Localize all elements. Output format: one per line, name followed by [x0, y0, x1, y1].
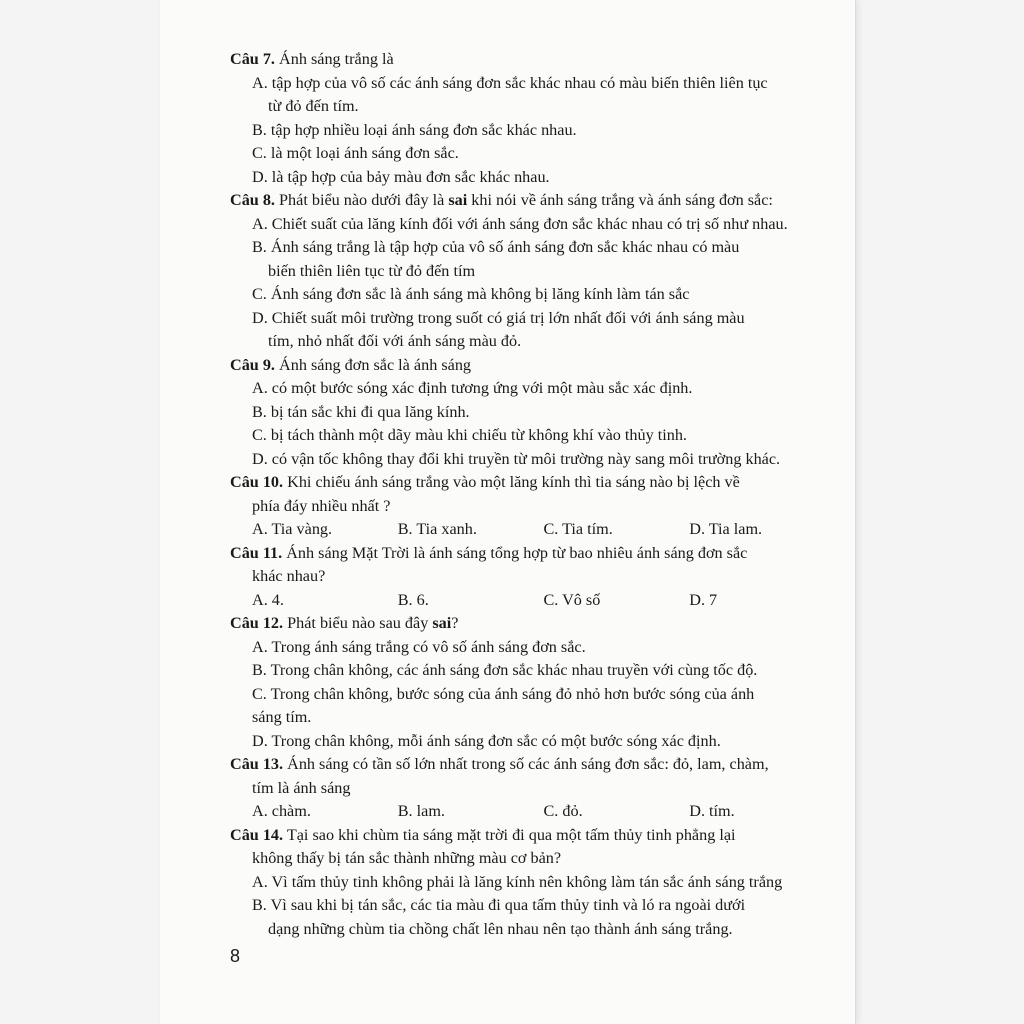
- question-7: [230, 48, 835, 189]
- question-emphasis: sai: [448, 191, 468, 209]
- question-text: Phát biểu nào sau đây: [287, 614, 429, 632]
- question-text: Ánh sáng đơn sắc là ánh sáng: [279, 355, 472, 374]
- question-14: [230, 824, 835, 942]
- option-a: A. Tia vàng.: [252, 520, 333, 538]
- option-row: [230, 589, 835, 613]
- option-c: C. là một loại ánh sáng đơn sắc.: [252, 144, 459, 162]
- question-10: [230, 471, 835, 542]
- option-row: [230, 518, 835, 542]
- option-a: A. Vì tấm thủy tinh không phải là lăng kính nên không làm tán sắc ánh sáng trắng: [252, 872, 783, 891]
- option-row: [230, 800, 835, 824]
- option-b: B. tập hợp nhiều loại ánh sáng đơn sắc khác nhau.: [252, 120, 577, 139]
- question-label: Câu 12.: [230, 614, 284, 632]
- option-c: C. Vô số: [543, 590, 601, 609]
- question-text-continued: tím là ánh sáng: [252, 778, 351, 797]
- option-d-continued: tím, nhỏ nhất đối với ánh sáng màu đỏ.: [268, 332, 522, 350]
- option-d: D. tím.: [689, 802, 735, 820]
- question-13: [230, 753, 835, 824]
- option-c: C. đỏ.: [543, 802, 583, 820]
- question-text: Khi chiếu ánh sáng trắng vào một lăng kính thì tia sáng nào bị lệch về: [287, 473, 740, 491]
- question-label: Câu 11.: [230, 543, 283, 562]
- option-c: C. Ánh sáng đơn sắc là ánh sáng mà không bị lăng kính làm tán sắc: [252, 285, 690, 303]
- question-text: Phát biểu nào dưới đây là: [279, 191, 445, 209]
- question-label: Câu 14.: [230, 825, 284, 844]
- question-9: [230, 354, 835, 472]
- question-8: [230, 189, 835, 354]
- option-d: D. Chiết suất môi trường trong suốt có giá trị lớn nhất đối với ánh sáng màu: [252, 308, 745, 327]
- option-a: A. Chiết suất của lăng kính đối với ánh sáng đơn sắc khác nhau có trị số như nhau.: [252, 214, 788, 233]
- question-text: Tại sao khi chùm tia sáng mặt trời đi qua một tấm thủy tinh phẳng lại: [286, 825, 736, 844]
- option-d: D. Trong chân không, mỗi ánh sáng đơn sắc có một bước sóng xác định.: [252, 731, 721, 750]
- option-b: B. Ánh sáng trắng là tập hợp của vô số ánh sáng đơn sắc khác nhau có màu: [252, 238, 740, 256]
- page-number: 8: [230, 946, 241, 966]
- option-a: A. tập hợp của vô số các ánh sáng đơn sắc khác nhau có màu biến thiên liên tục: [252, 73, 768, 92]
- question-label: Câu 8.: [230, 191, 275, 209]
- option-d: D. có vận tốc không thay đổi khi truyền từ môi trường này sang môi trường khác.: [252, 449, 781, 468]
- option-b: B. bị tán sắc khi đi qua lăng kính.: [252, 402, 470, 421]
- option-b-continued: biến thiên liên tục từ đỏ đến tím: [268, 261, 476, 280]
- question-text: Ánh sáng có tần số lớn nhất trong số các ánh sáng đơn sắc: đỏ, lam, chàm,: [287, 755, 769, 773]
- option-a: A. 4.: [252, 590, 284, 609]
- question-list: [230, 48, 835, 941]
- question-text-continued: khác nhau?: [252, 567, 326, 585]
- question-text-continued: không thấy bị tán sắc thành những màu cơ bản?: [252, 849, 562, 867]
- question-label: Câu 13.: [230, 755, 284, 773]
- question-11: [230, 542, 835, 613]
- question-emphasis: sai: [432, 614, 452, 632]
- option-a-continued: từ đỏ đến tím.: [268, 97, 359, 115]
- question-text-after: khi nói về ánh sáng trắng và ánh sáng đơn sắc:: [471, 191, 773, 209]
- question-text: Ánh sáng Mặt Trời là ánh sáng tổng hợp từ bao nhiêu ánh sáng đơn sắc: [286, 543, 748, 562]
- option-b-continued: dạng những chùm tia chồng chất lên nhau nên tạo thành ánh sáng trắng.: [268, 919, 733, 938]
- question-text-continued: phía đáy nhiều nhất ?: [252, 496, 391, 515]
- option-a: A. có một bước sóng xác định tương ứng với một màu sắc xác định.: [252, 379, 693, 397]
- option-c-continued: sáng tím.: [252, 708, 312, 726]
- option-a: A. Trong ánh sáng trắng có vô số ánh sáng đơn sắc.: [252, 637, 586, 656]
- option-d: D. 7: [689, 590, 718, 609]
- question-label: Câu 9.: [230, 355, 275, 374]
- option-c: C. bị tách thành một dãy màu khi chiếu từ không khí vào thủy tinh.: [252, 426, 687, 444]
- option-b: B. 6.: [397, 590, 429, 609]
- option-d: D. Tia lam.: [689, 520, 763, 538]
- question-label: Câu 7.: [230, 50, 275, 68]
- option-b: B. Trong chân không, các ánh sáng đơn sắc khác nhau truyền với cùng tốc độ.: [252, 661, 758, 679]
- option-b: B. Vì sau khi bị tán sắc, các tia màu đi qua tấm thủy tinh và ló ra ngoài dưới: [252, 896, 746, 914]
- question-12: [230, 612, 835, 753]
- option-b: B. lam.: [397, 802, 445, 820]
- question-text: Ánh sáng trắng là: [279, 50, 394, 68]
- option-b: B. Tia xanh.: [397, 520, 477, 538]
- option-c: C. Tia tím.: [543, 520, 613, 538]
- option-c: C. Trong chân không, bước sóng của ánh sáng đỏ nhỏ hơn bước sóng của ánh: [252, 684, 755, 703]
- question-label: Câu 10.: [230, 473, 284, 491]
- question-text-after: ?: [451, 614, 459, 632]
- option-a: A. chàm.: [252, 802, 311, 820]
- option-d: D. là tập hợp của bảy màu đơn sắc khác nhau.: [252, 167, 550, 186]
